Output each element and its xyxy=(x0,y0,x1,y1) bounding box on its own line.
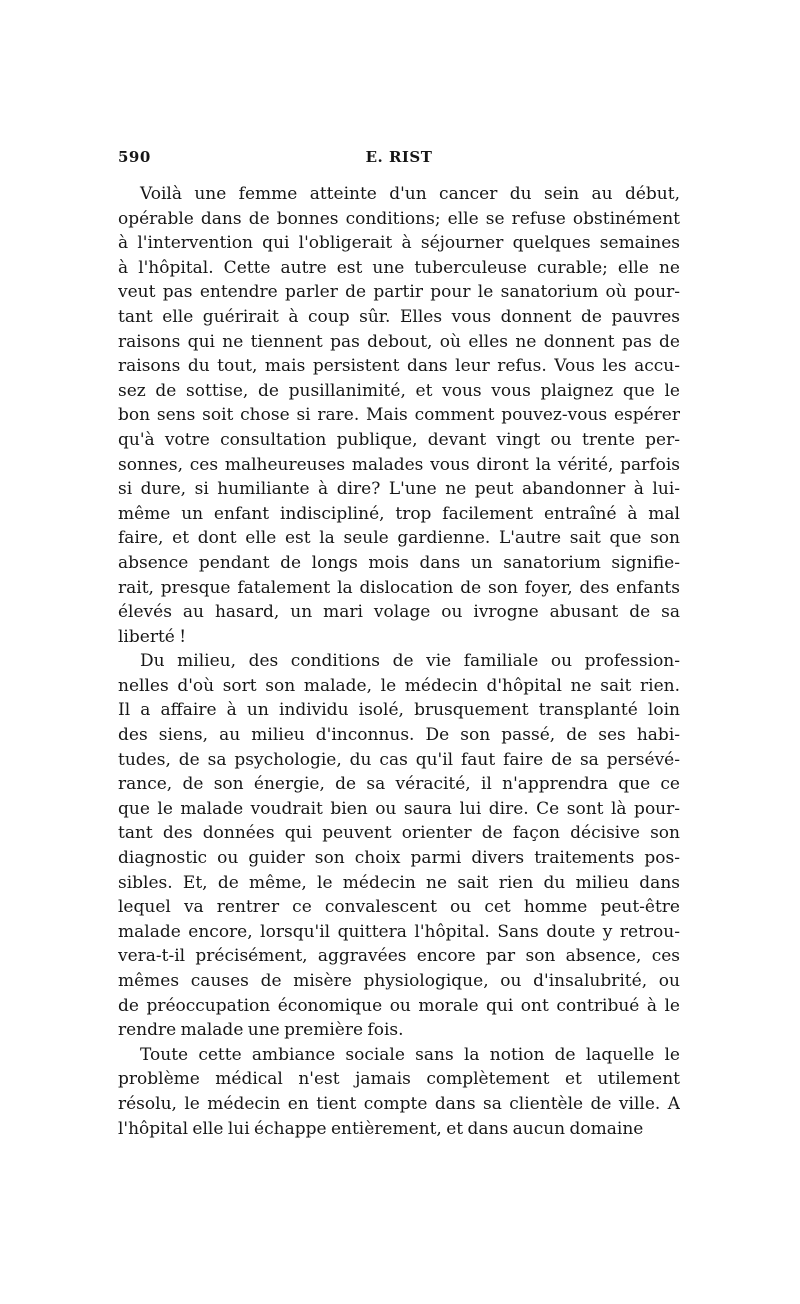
text-line: malade encore, lorsqu'il quittera l'hôpital. Sans doute y retrou- xyxy=(118,921,680,942)
text-line: rance, de son énergie, de sa véracité, il n'apprendra que ce xyxy=(118,774,680,795)
text-line: l'hôpital elle lui échappe entièrement, et dans aucun domaine xyxy=(118,1118,644,1139)
text-line: sonnes, ces malheureuses malades vous diront la vérité, parfois xyxy=(118,454,680,475)
text-line: sez de sottise, de pusillanimité, et vous vous plaignez que le xyxy=(118,380,680,401)
text-line: de préoccupation économique ou morale qui ont contribué à le xyxy=(118,995,680,1016)
text-line: problème médical n'est jamais complètement et utilement xyxy=(118,1069,680,1090)
text-line: nelles d'où sort son malade, le médecin d'hôpital ne sait rien. xyxy=(118,675,680,696)
text-line: résolu, le médecin en tient compte dans sa clientèle de ville. A xyxy=(118,1093,680,1114)
text-line: à l'intervention qui l'obligerait à séjourner quelques semaines xyxy=(118,233,680,254)
text-line: raisons qui ne tiennent pas debout, où elles ne donnent pas de xyxy=(118,331,680,352)
text-line: tant elle guérirait à coup sûr. Elles vous donnent de pauvres xyxy=(118,306,680,327)
text-line: tudes, de sa psychologie, du cas qu'il faut faire de sa persévé- xyxy=(118,749,680,770)
paragraph xyxy=(118,182,680,649)
text-line: faire, et dont elle est la seule gardienne. L'autre sait que son xyxy=(118,528,680,549)
text-line: si dure, si humiliante à dire? L'une ne peut abandonner à lui- xyxy=(118,479,680,500)
text-line: vera-t-il précisément, aggravées encore par son absence, ces xyxy=(118,946,680,967)
text-line: même un enfant indiscipliné, trop facilement entraîné à mal xyxy=(118,503,680,524)
text-line: sibles. Et, de même, le médecin ne sait rien du milieu dans xyxy=(118,872,680,893)
text-line: des siens, au milieu d'inconnus. De son passé, de ses habi- xyxy=(118,725,680,746)
text-line: lequel va rentrer ce convalescent ou cet homme peut-être xyxy=(118,897,680,918)
text-line: élevés au hasard, un mari volage ou ivrogne abusant de sa xyxy=(118,602,680,623)
paragraph xyxy=(118,1043,680,1141)
text-line: tant des données qui peuvent orienter de façon décisive son xyxy=(118,823,680,844)
text-line: rait, presque fatalement la dislocation de son foyer, des enfants xyxy=(118,577,680,598)
text-line: Du milieu, des conditions de vie familiale ou profession- xyxy=(140,651,680,672)
running-title-author: E. RIST xyxy=(365,148,433,166)
text-line: absence pendant de longs mois dans un sanatorium signifie- xyxy=(118,552,680,573)
text-line: Il a affaire à un individu isolé, brusquement transplanté loin xyxy=(118,700,680,721)
text-line: liberté ! xyxy=(118,626,187,647)
text-line: opérable dans de bonnes conditions; elle se refuse obstinément xyxy=(118,208,680,229)
text-line: rendre malade une première fois. xyxy=(118,1020,404,1041)
text-line: veut pas entendre parler de partir pour le sanatorium où pour- xyxy=(118,282,680,303)
text-line: que le malade voudrait bien ou saura lui dire. Ce sont là pour- xyxy=(118,798,680,819)
running-header xyxy=(118,148,680,170)
page-number: 590 xyxy=(118,148,151,166)
text-line: diagnostic ou guider son choix parmi divers traitements pos- xyxy=(118,848,680,869)
page-body xyxy=(118,182,680,1141)
text-line: bon sens soit chose si rare. Mais comment pouvez-vous espérer xyxy=(118,405,680,426)
text-line: à l'hôpital. Cette autre est une tuberculeuse curable; elle ne xyxy=(118,257,680,278)
text-line: raisons du tout, mais persistent dans leur refus. Vous les accu- xyxy=(118,356,680,377)
text-line: Toute cette ambiance sociale sans la notion de laquelle le xyxy=(140,1044,680,1065)
text-line: mêmes causes de misère physiologique, ou d'insalubrité, ou xyxy=(118,971,680,991)
text-line: qu'à votre consultation publique, devant vingt ou trente per- xyxy=(118,429,680,450)
paragraph xyxy=(118,649,680,1043)
text-line: Voilà une femme atteinte d'un cancer du sein au début, xyxy=(140,184,680,204)
